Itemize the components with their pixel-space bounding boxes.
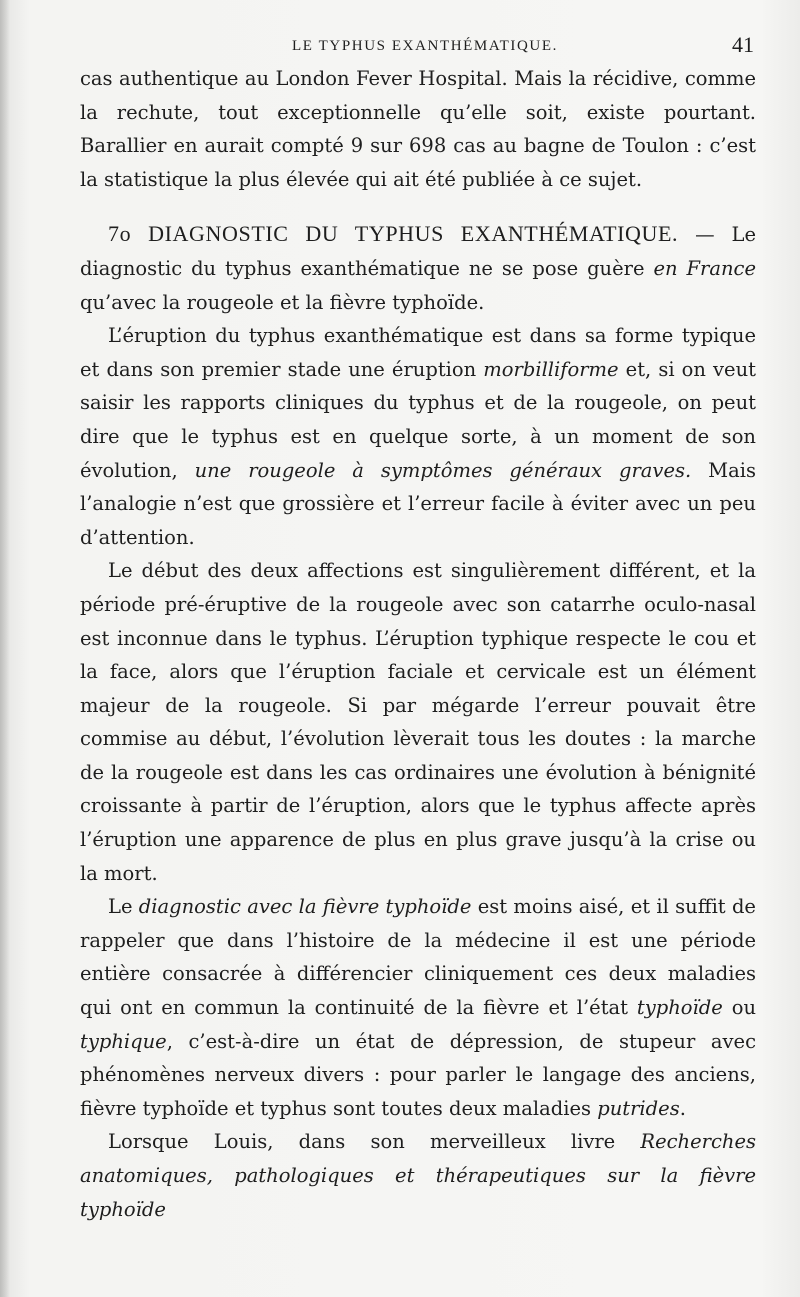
section-title: DIAGNOSTIC DU TYPHUS EXANTHÉMATIQUE. <box>148 221 679 247</box>
text-run: qu’avec la rougeole et la fièvre typhoïde. <box>80 290 485 314</box>
text-run: Le début des deux affections est singulièrement différent, et la période pré-éruptive de la rougeole avec son catarrhe oculo-nasal est inconnue dans le typhus. L’éruption typhique respecte le cou et la face, alors que l’éruption faciale et cervicale est un élément majeur de la rougeole. Si par mégarde l’erreur pouvait être commise au début, l’évolution lèverait tous les doutes : la marche de la rougeole est dans les cas ordinaires une évolution à bénignité croissante à partir de l’éruption, alors que le typhus affecte après l’éruption une apparence de plus en plus grave jusqu’à la crise ou la mort. <box>80 559 756 885</box>
text-run: Mais l’analogie n’est que grossière et l’erreur facile à éviter avec un peu d’attention. <box>80 458 756 549</box>
italic-run: morbilliforme <box>483 357 619 381</box>
text-run: , c’est-à-dire un état de dépression, de stupeur avec phénomènes nerveux divers : pour parler le langage des anciens, fièvre typhoïde et typhus sont toutes deux maladies <box>80 1029 756 1120</box>
paragraph-louis <box>80 1125 756 1226</box>
section-number: 7o <box>108 221 132 247</box>
text-run: ou <box>722 996 757 1020</box>
text-run: cas authentique au London Fever Hospital. Mais la récidive, comme la rechute, tout exceptionnelle qu’elle soit, existe pourtant. Barallier en aurait compté 9 sur 698 cas au bagne de Toulon : c’est la statistique la plus élevée qui ait été publiée à ce sujet. <box>80 67 756 191</box>
italic-run: typhique <box>80 1029 167 1053</box>
page-text-block <box>80 30 756 1226</box>
paragraph-debut <box>80 554 756 890</box>
text-run: L’éruption du typhus exanthématique est dans sa forme typique et dans son premier stade une éruption <box>80 324 756 381</box>
italic-run: diagnostic avec la fièvre typhoïde <box>138 895 472 919</box>
text-run: Lorsque Louis, dans son merveilleux livre <box>108 1130 641 1154</box>
text-run: — Le diagnostic du typhus exanthématique ne se pose guère <box>80 223 757 280</box>
page-number: 41 <box>732 32 754 57</box>
running-title: LE TYPHUS EXANTHÉMATIQUE. <box>292 38 558 54</box>
text-run: . <box>679 1096 686 1120</box>
section-heading-paragraph <box>80 217 756 319</box>
italic-run: en France <box>653 256 756 280</box>
paragraph-diagnostic-typhoide <box>80 890 756 1125</box>
running-head <box>80 30 756 56</box>
italic-run: putrides <box>597 1096 680 1120</box>
italic-run: une rougeole à symptômes généraux graves. <box>194 458 692 482</box>
text-run: est moins aisé, et il suffit de rappeler que dans l’histoire de la médecine il est une période entière consacrée à différencier cliniquement ces deux maladies qui ont en commun la continuité de la fièvre et l’état <box>80 895 756 1020</box>
text-run: et, si on veut saisir les rapports cliniques du typhus et de la rougeole, on peut dire que le typhus est en quelque sorte, à un moment de son évolution, <box>80 357 756 482</box>
italic-run: typhoïde <box>636 996 723 1020</box>
paragraph-eruption <box>80 319 756 554</box>
italic-run: Recherches anatomiques, pathologiques et thérapeutiques sur la fièvre typhoïde <box>80 1130 756 1221</box>
text-run: Le <box>108 895 139 919</box>
paragraph-continuation <box>80 62 756 196</box>
